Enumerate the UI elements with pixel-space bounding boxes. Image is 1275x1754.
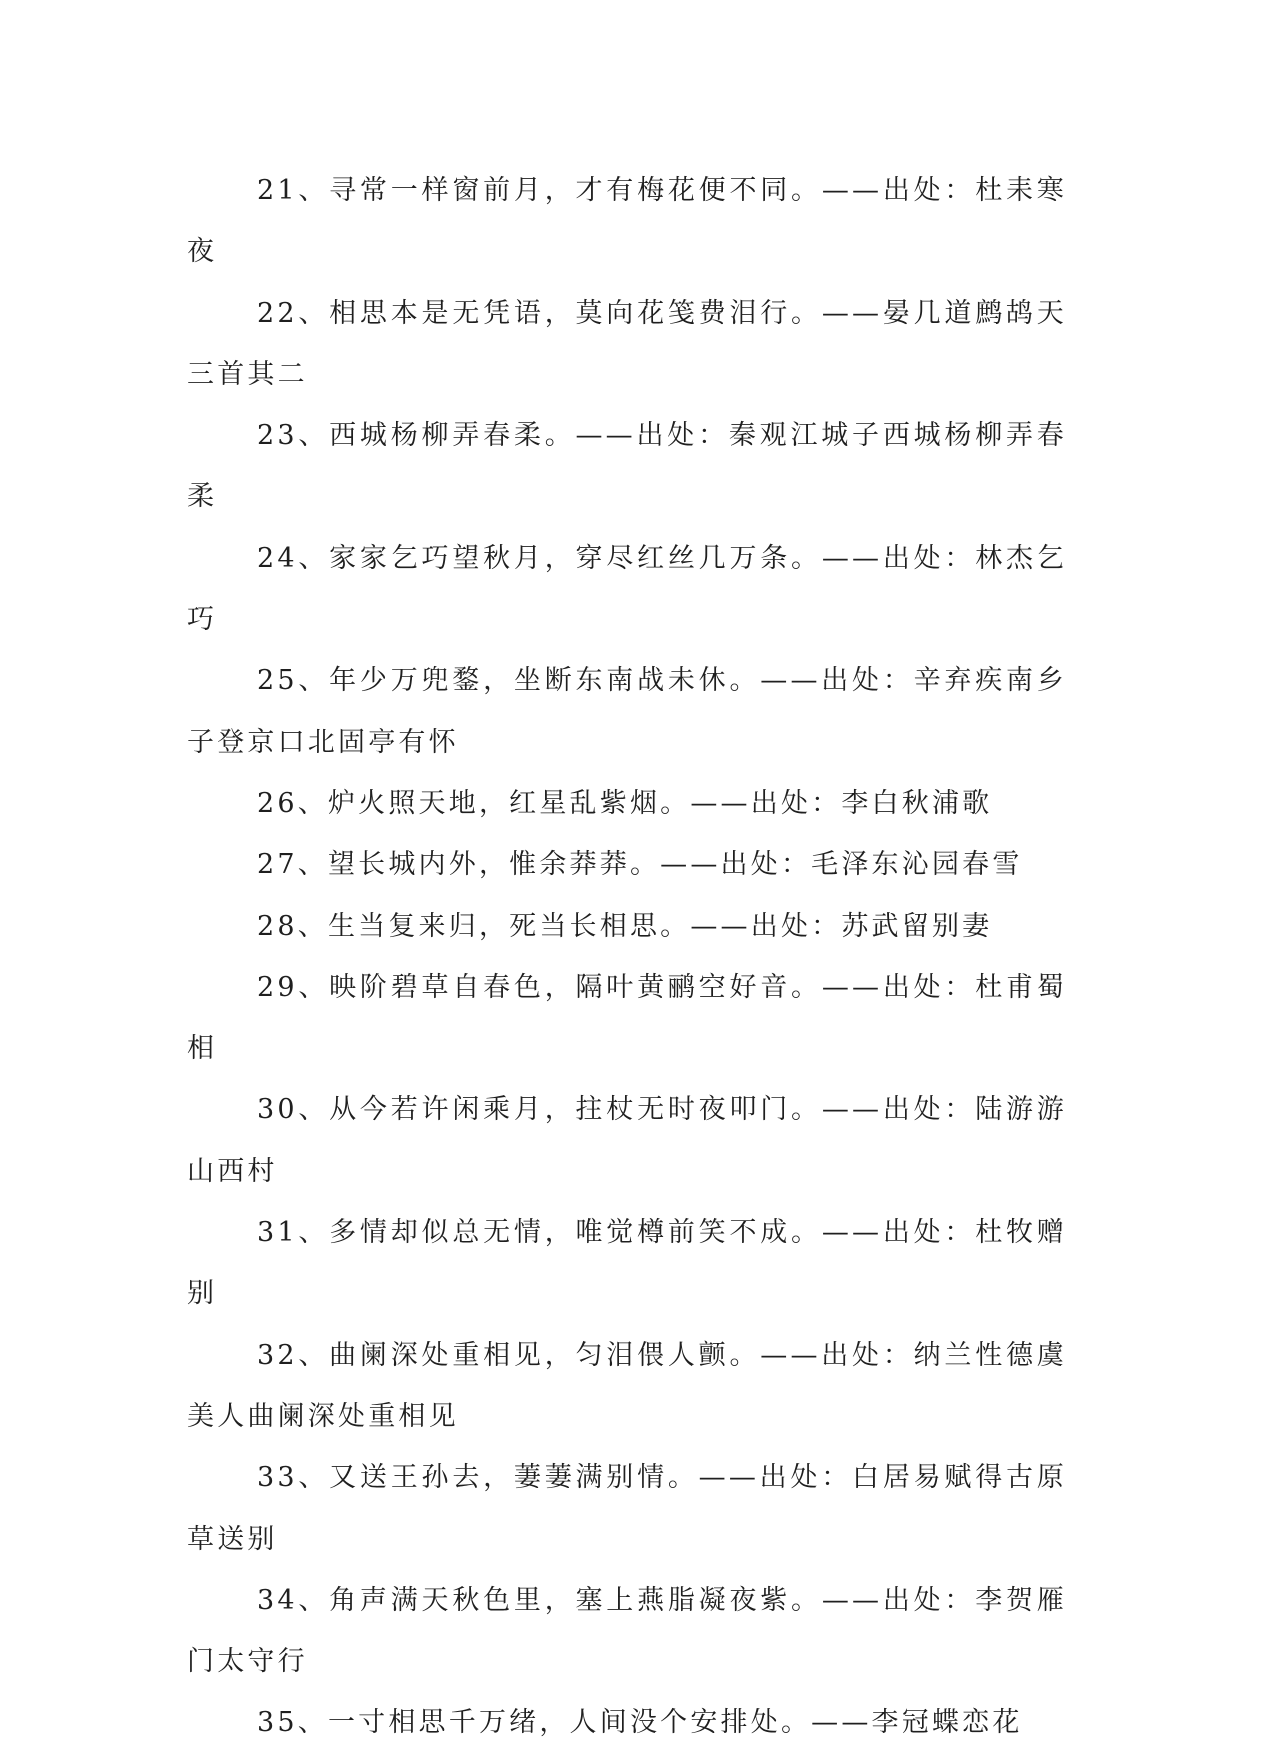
quote-paragraph-31: 31、多情却似总无情，唯觉樽前笑不成。——出处：杜牧赠别 — [187, 1217, 1067, 1310]
quote-paragraph-33: 33、又送王孙去，萋萋满别情。——出处：白居易赋得古原草送别 — [187, 1462, 1067, 1555]
quote-paragraph-24: 24、家家乞巧望秋月，穿尽红丝几万条。——出处：林杰乞巧 — [187, 542, 1067, 636]
quote-paragraph-28: 28、生当复来归，死当长相思。——出处：苏武留别妻 — [257, 910, 993, 942]
quote-paragraph-25: 25、年少万兜鍪，坐断东南战未休。——出处：辛弃疾南乡子登京口北固亭有怀 — [187, 665, 1067, 758]
quote-paragraph-30: 30、从今若许闲乘月，拄杖无时夜叩门。——出处：陆游游山西村 — [187, 1094, 1067, 1187]
quote-paragraph-29: 29、映阶碧草自春色，隔叶黄鹂空好音。——出处：杜甫蜀相 — [187, 971, 1067, 1065]
quote-paragraph-32: 32、曲阑深处重相见，匀泪偎人颤。——出处：纳兰性德虞美人曲阑深处重相见 — [187, 1339, 1067, 1432]
quote-paragraph-27: 27、望长城内外，惟余莽莽。——出处：毛泽东沁园春雪 — [257, 849, 1023, 881]
quote-paragraph-34: 34、角声满天秋色里，塞上燕脂凝夜紫。——出处：李贺雁门太守行 — [187, 1584, 1067, 1678]
quote-paragraph-26: 26、炉火照天地，红星乱紫烟。——出处：李白秋浦歌 — [257, 787, 993, 819]
document-body — [187, 160, 1067, 1754]
quote-paragraph-21: 21、寻常一样窗前月，才有梅花便不同。——出处：杜耒寒夜 — [187, 175, 1067, 268]
quote-paragraph-22: 22、相思本是无凭语，莫向花笺费泪行。——晏几道鹧鸪天三首其二 — [187, 297, 1067, 390]
quote-paragraph-35: 35、一寸相思千万绪，人间没个安排处。——李冠蝶恋花 — [257, 1707, 1023, 1739]
quote-paragraph-23: 23、西城杨柳弄春柔。——出处：秦观江城子西城杨柳弄春柔 — [187, 420, 1067, 513]
